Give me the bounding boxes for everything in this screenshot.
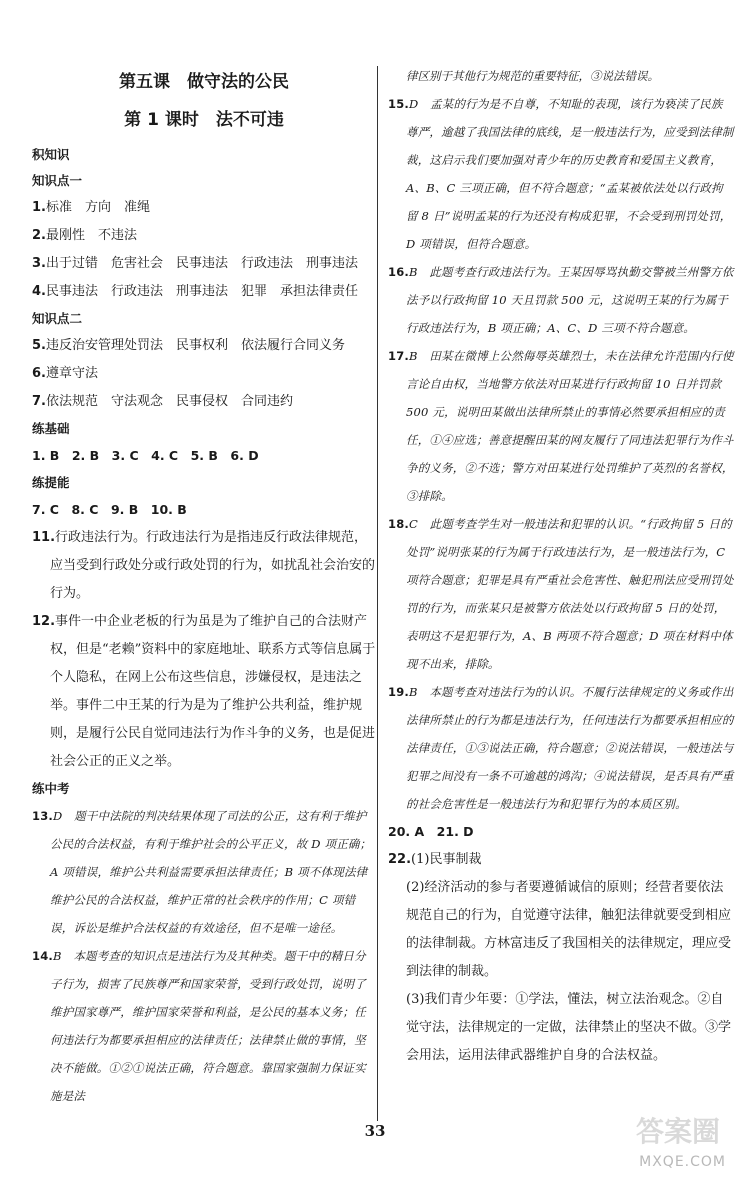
right-column	[388, 62, 734, 1070]
heading-basic: 练基础	[32, 421, 70, 436]
answer-15: 15.D 孟某的行为是不自尊，不知耻的表现，该行为亵渎了民族尊严，逾越了我国法律的底线，是一般违法行为，应受到法律制裁，这启示我们要加强对青少年的历史教育和爱国主义教育，A、B、C 三项正确，但不符合题意；“孟某被依法处以行政拘留 8 日”说明孟某的行为还没有构成犯罪，不会受到刑罚处罚，D 项错误，但符合题意。	[388, 97, 734, 251]
answer-14: 14.B 本题考查的知识点是违法行为及其种类。题干中的精日分子行为，损害了民族尊严和国家荣誉，受到行政处罚，说明了维护国家尊严，维护国家荣誉和利益，是公民的基本义务；任何违法行为都要承担相应的法律责任；法律禁止做的事情，坚决不能做。①②①说法正确，符合题意。靠国家强制力保证实施是法	[32, 949, 366, 1103]
answer-14-continued: 律区别于其他行为规范的重要特征，③说法错误。	[406, 69, 659, 83]
answer-19: 19.B 本题考查对违法行为的认识。不履行法律规定的义务或作出法律所禁止的行为都是违法行为，任何违法行为都要承担相应的法律责任，①③说法正确，符合题意；②说法错误，一般违法与犯罪之间没有一条不可逾越的鸿沟；④说法错误，是否具有严重的社会危害性是一般违法行为和犯罪行为的本质区别。	[388, 685, 734, 811]
advance-answers: 7. C 8. C 9. B 10. B	[32, 502, 187, 517]
left-column	[32, 60, 376, 1110]
page-number: 33	[364, 1122, 386, 1140]
list-item: 7.依法规范 守法观念 民事侵权 合同违约	[32, 394, 293, 409]
watermark-logo: 答案圈	[635, 1115, 720, 1148]
answer-16: 16.B 此题考查行政违法行为。王某因辱骂执勤交警被兰州警方依法予以行政拘留 10 天且罚款 500 元，这说明王某的行为属于行政违法行为，B 项正确；A、C、D 三项不符合题意。	[388, 265, 734, 335]
list-item: 6.遵章守法	[32, 366, 98, 381]
list-item: 5.违反治安管理处罚法 民事权利 依法履行合同义务	[32, 338, 345, 353]
column-divider	[377, 66, 378, 1121]
answer-11: 11.行政违法行为。行政违法行为是指违反行政法律规范，应当受到行政处分或行政处罚的行为，如扰乱社会治安的行为。	[32, 530, 376, 601]
list-item: 2.最刚性 不违法	[32, 228, 137, 243]
section-title: 第 1 课时 法不可违	[124, 110, 284, 130]
answer-22-part3: (3)我们青少年要：①学法，懂法，树立法治观念。②自觉守法，法律规定的一定做，法律禁止的坚决不做。③学会用法，运用法律武器维护自身的合法权益。	[406, 992, 732, 1063]
answer-18: 18.C 此题考查学生对一般违法和犯罪的认识。“行政拘留 5 日的处罚”说明张某的行为属于行政违法行为，是一般违法行为，C 项符合题意；犯罪是具有严重社会危害性、触犯刑法应受刑罚处罚的行为，而张某只是被警方依法处以行政拘留 5 日的处罚，表明这不是犯罪行为，A、B 两项不符合题意；D 项在材料中体现不出来，排除。	[388, 517, 734, 671]
answer-20-21: 20. A 21. D	[388, 824, 474, 839]
heading-advance: 练提能	[32, 475, 70, 490]
list-item: 3.出于过错 危害社会 民事违法 行政违法 刑事违法	[32, 256, 358, 271]
heading-exam: 练中考	[32, 781, 70, 796]
watermark-url: MXQE.COM	[639, 1154, 726, 1170]
answer-22: 22.(1)民事制裁	[388, 852, 482, 867]
answer-22-part2: (2)经济活动的参与者要遵循诚信的原则；经营者要依法规范自己的行为，自觉遵守法律，触犯法律就要受到相应的法律制裁。方林富违反了我国相关的法律规定，理应受到法律的制裁。	[406, 880, 732, 979]
answer-17: 17.B 田某在微博上公然侮辱英雄烈士，未在法律允许范围内行使言论自由权，当地警方依法对田某进行行政拘留 10 日并罚款 500 元，说明田某做出法律所禁止的事情必然要承担相应的责任，①④应选；善意提醒田某的网友履行了同违法犯罪行为作斗争的义务，②不选；警方对田某进行处罚维护了英烈的名誉权，③排除。	[388, 349, 734, 503]
lesson-title: 第五课 做守法的公民	[119, 72, 289, 92]
heading-kp2: 知识点二	[32, 311, 83, 326]
list-item: 4.民事违法 行政违法 刑事违法 犯罪 承担法律责任	[32, 284, 358, 299]
answer-13: 13.D 题干中法院的判决结果体现了司法的公正，这有利于维护公民的合法权益，有利于维护社会的公平正义，故 D 项正确；A 项错误，维护公共利益需要承担法律责任；B 项不体现法律维护公民的合法权益，维护正常的社会秩序的作用；C 项错误，诉讼是维护合法权益的有效途径，但不是唯一途径。	[32, 809, 372, 935]
list-item: 1.标准 方向 准绳	[32, 200, 150, 215]
basic-answers: 1. B 2. B 3. C 4. C 5. B 6. D	[32, 448, 259, 463]
heading-accumulate: 积知识	[32, 147, 70, 162]
heading-kp1: 知识点一	[32, 173, 83, 188]
answer-12: 12.事件一中企业老板的行为虽是为了维护自己的合法财产权，但是“老赖”资料中的家庭地址、联系方式等信息属于个人隐私，在网上公布这些信息，涉嫌侵权，是违法之举。事件二中王某的行为是为了维护公共利益，维护规则，是履行公民自觉同违法行为作斗争的义务，也是促进社会公正的正义之举。	[32, 614, 376, 769]
